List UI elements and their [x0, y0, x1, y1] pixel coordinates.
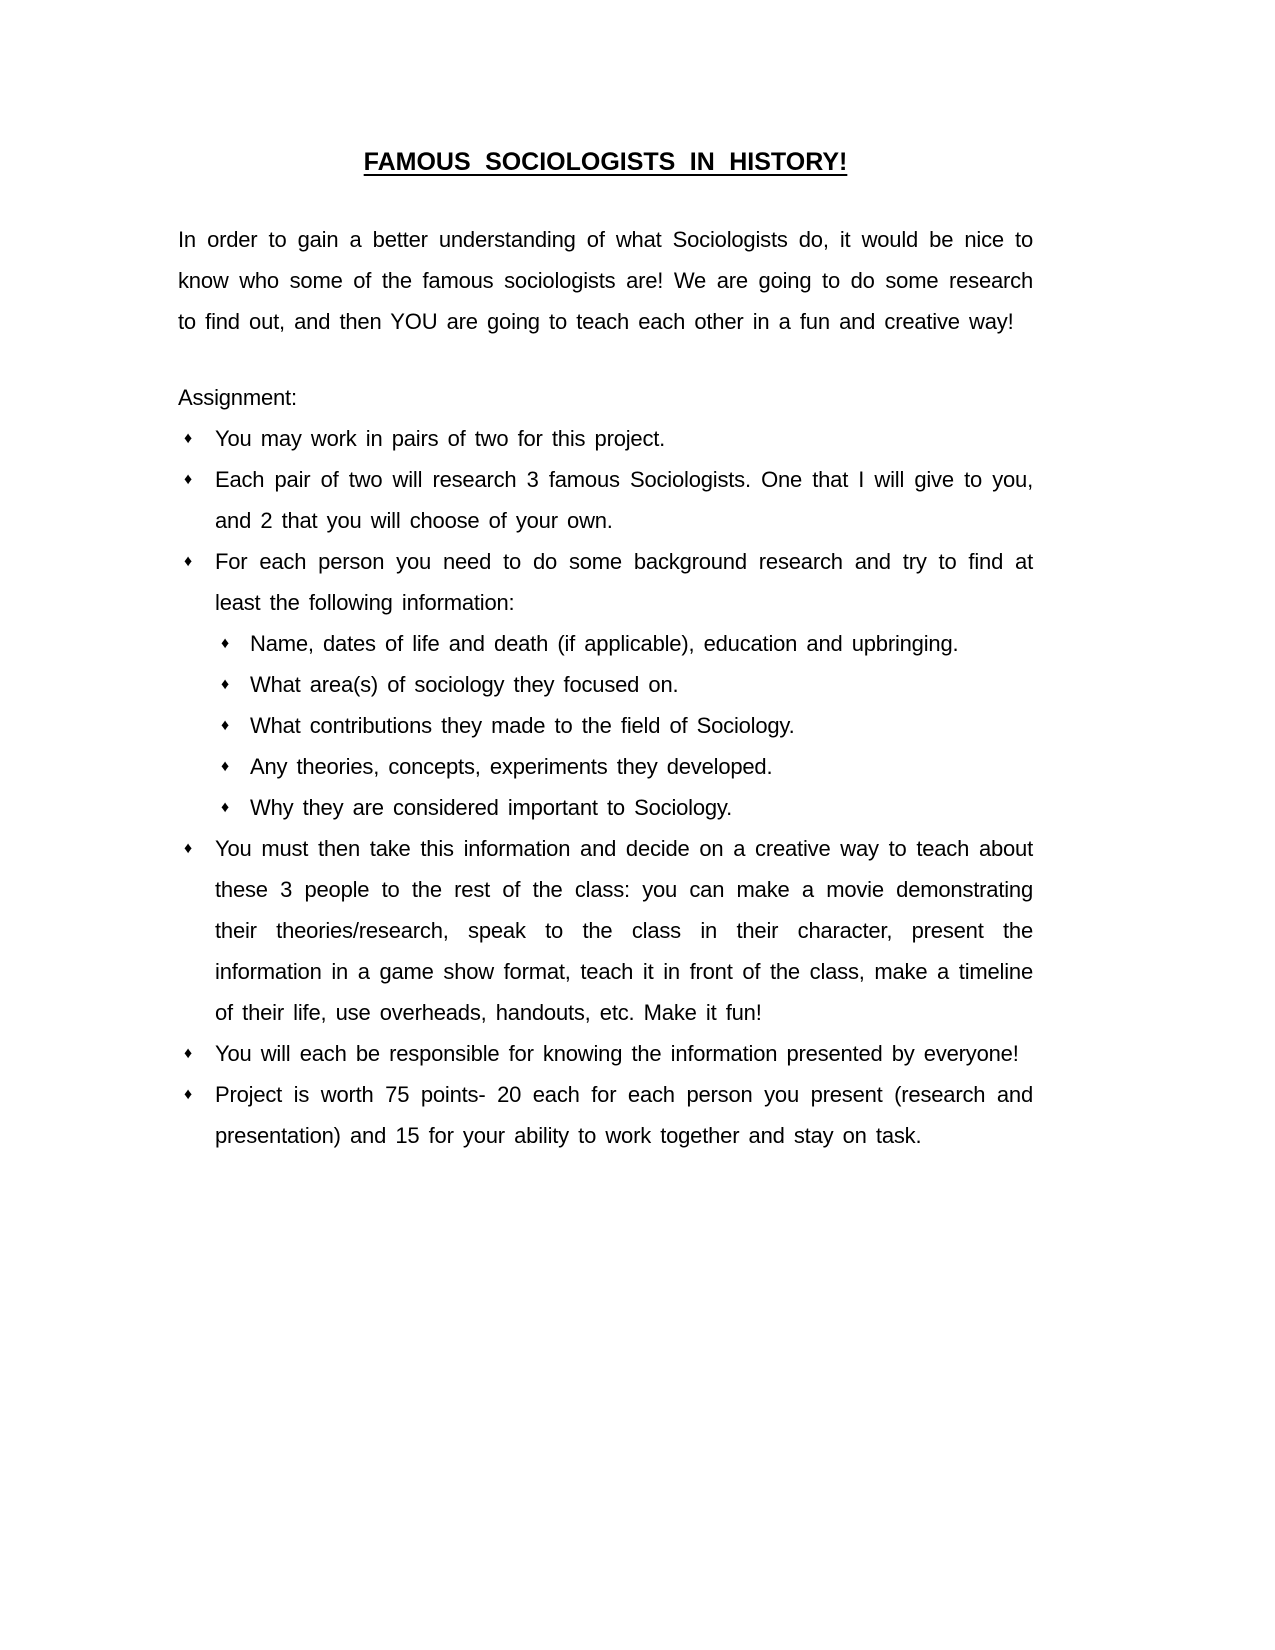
diamond-bullet-icon: ♦ [184, 471, 192, 488]
diamond-bullet-icon: ♦ [221, 758, 229, 775]
bullet-text: Each pair of two will research 3 famous Sociologists. One that I will give to you, and 2 that you will choose of your own. [215, 467, 1033, 533]
list-item [178, 664, 1033, 705]
page-title: FAMOUS SOCIOLOGISTS IN HISTORY! [363, 148, 848, 176]
list-item [178, 705, 1033, 746]
research-info-sublist [178, 623, 1033, 828]
list-item [178, 787, 1033, 828]
bullet-text: You must then take this information and decide on a creative way to teach about these 3 people to the rest of the class: you can make a movie demonstrating their theories/research, speak to the class in their character, present the information in a game show format, teach it in front of the class, make a timeline of their life, use overheads, handouts, etc. Make it fun! [215, 836, 1033, 1025]
list-item [178, 418, 1033, 459]
diamond-bullet-icon: ♦ [221, 717, 229, 734]
bullet-text: Project is worth 75 points- 20 each for each person you present (research and presentation) and 15 for your ability to work together and stay on task. [215, 1082, 1033, 1148]
diamond-bullet-icon: ♦ [221, 635, 229, 652]
diamond-bullet-icon: ♦ [221, 676, 229, 693]
diamond-bullet-icon: ♦ [184, 553, 192, 570]
bullet-text: What area(s) of sociology they focused on. [250, 672, 679, 697]
project-requirements-list [178, 828, 1033, 1156]
bullet-text: For each person you need to do some background research and try to find at least the following information: [215, 549, 1033, 615]
list-item [178, 541, 1033, 623]
bullet-text: You will each be responsible for knowing the information presented by everyone! [215, 1041, 1019, 1066]
bullet-text: Why they are considered important to Sociology. [250, 795, 733, 820]
bullet-text: What contributions they made to the field of Sociology. [250, 713, 795, 738]
diamond-bullet-icon: ♦ [184, 1086, 192, 1103]
bullet-text: Any theories, concepts, experiments they developed. [250, 754, 773, 779]
diamond-bullet-icon: ♦ [221, 799, 229, 816]
assignment-bullet-list [178, 418, 1033, 623]
diamond-bullet-icon: ♦ [184, 840, 192, 857]
intro-paragraph: In order to gain a better understanding of what Sociologists do, it would be nice to know who some of the famous sociologists are! We are going to do some research to find out, and then YOU are going to teach each other in a fun and creative way! [178, 227, 1033, 334]
list-item [178, 1074, 1033, 1156]
diamond-bullet-icon: ♦ [184, 430, 192, 447]
assignment-label: Assignment: [178, 385, 297, 410]
list-item [178, 1033, 1033, 1074]
document-content [178, 142, 1033, 1156]
bullet-text: Name, dates of life and death (if applicable), education and upbringing. [250, 631, 959, 656]
list-item [178, 746, 1033, 787]
bullet-text: You may work in pairs of two for this project. [215, 426, 666, 451]
list-item [178, 459, 1033, 541]
diamond-bullet-icon: ♦ [184, 1045, 192, 1062]
list-item [178, 623, 1033, 664]
list-item [178, 828, 1033, 1033]
